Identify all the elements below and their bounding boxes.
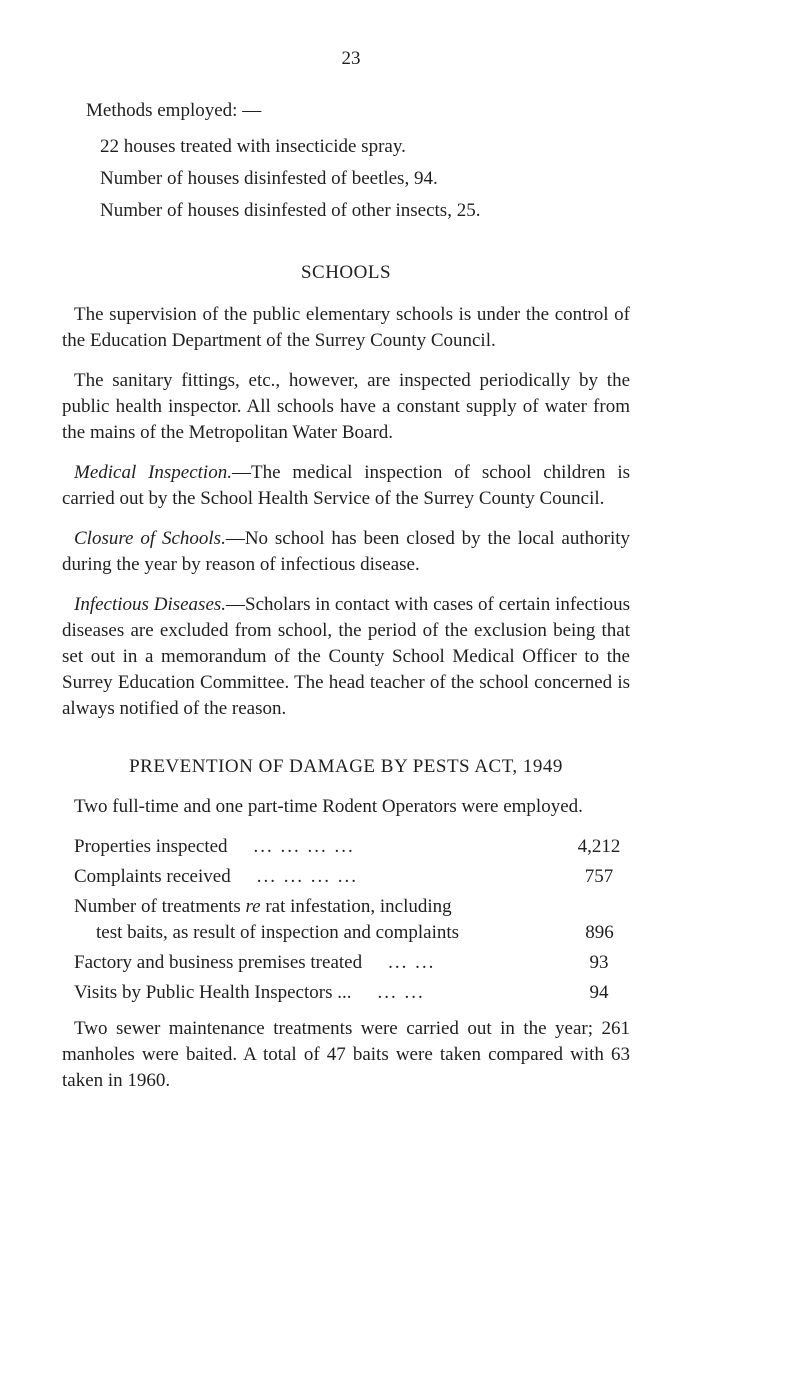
stat-row bbox=[74, 834, 630, 860]
schools-heading: SCHOOLS bbox=[300, 262, 392, 283]
stat-leader-dots: ... ... ... ... bbox=[253, 836, 355, 857]
methods-section bbox=[62, 98, 630, 224]
stat-label: Visits by Public Health Inspectors ... bbox=[74, 982, 352, 1003]
stat-row bbox=[74, 980, 630, 1006]
schools-sanitary-paragraph: The sanitary fittings, etc., however, are inspected periodically by the public health inspector. All schools have a constant supply of water from the mains of the Metropolitan Water Board. bbox=[62, 370, 630, 443]
closure-of-schools-text: —No school has been closed by the local authority during the year by reason of infectious disease. bbox=[62, 528, 630, 575]
stat-value: 93 bbox=[589, 952, 609, 973]
rodent-operators-paragraph: Two full-time and one part-time Rodent Operators were employed. bbox=[74, 796, 583, 817]
document-page bbox=[62, 48, 630, 1108]
infectious-diseases-title: Infectious Diseases. bbox=[74, 594, 227, 615]
pests-act-heading: PREVENTION OF DAMAGE BY PESTS ACT, 1949 bbox=[129, 756, 563, 777]
stat-value: 94 bbox=[589, 982, 609, 1003]
stat-leader-dots: ... ... bbox=[377, 982, 425, 1003]
stat-row bbox=[74, 950, 630, 976]
pests-statistics-table bbox=[74, 834, 630, 1006]
stat-value: 4,212 bbox=[577, 836, 621, 857]
infectious-diseases-paragraph bbox=[62, 592, 630, 722]
stat-label: Number of treatments re rat infestation, including test baits, as result of inspection and complaints bbox=[74, 896, 460, 943]
stat-value: 896 bbox=[585, 922, 614, 943]
schools-supervision-paragraph: The supervision of the public elementary schools is under the control of the Education Department of the Surrey County Council. bbox=[62, 304, 630, 351]
infectious-diseases-text: —Scholars in contact with cases of certain infectious diseases are excluded from school, the period of the exclusion being that set out in a memorandum of the County School Medical Officer to the Surrey Education Committee. The head teacher of the school concerned is always notified of the reason. bbox=[62, 594, 630, 719]
page-number: 23 bbox=[341, 48, 361, 69]
stat-label: Factory and business premises treated bbox=[74, 952, 363, 973]
sewer-maintenance-paragraph: Two sewer maintenance treatments were carried out in the year; 261 manholes were baited. A total of 47 baits were taken compared with 63 taken in 1960. bbox=[62, 1018, 630, 1091]
stat-leader-dots: ... ... ... ... bbox=[256, 866, 358, 887]
closure-of-schools-title: Closure of Schools. bbox=[74, 528, 226, 549]
stat-row bbox=[74, 864, 630, 890]
stat-row bbox=[74, 894, 630, 946]
method-item: Number of houses disinfested of beetles, 94. bbox=[100, 168, 438, 189]
method-item: 22 houses treated with insecticide spray. bbox=[100, 136, 406, 157]
medical-inspection-paragraph bbox=[62, 460, 630, 512]
methods-label: Methods employed: — bbox=[86, 100, 262, 121]
stat-label: Complaints received bbox=[74, 866, 231, 887]
stat-value: 757 bbox=[584, 866, 614, 887]
stat-label: Properties inspected bbox=[74, 836, 228, 857]
closure-of-schools-paragraph bbox=[62, 526, 630, 578]
stat-leader-dots: ... ... bbox=[388, 952, 436, 973]
method-item: Number of houses disinfested of other insects, 25. bbox=[100, 200, 481, 221]
medical-inspection-title: Medical Inspection. bbox=[74, 462, 232, 483]
medical-inspection-text: —The medical inspection of school children is carried out by the School Health Service of the Surrey County Council. bbox=[62, 462, 630, 509]
